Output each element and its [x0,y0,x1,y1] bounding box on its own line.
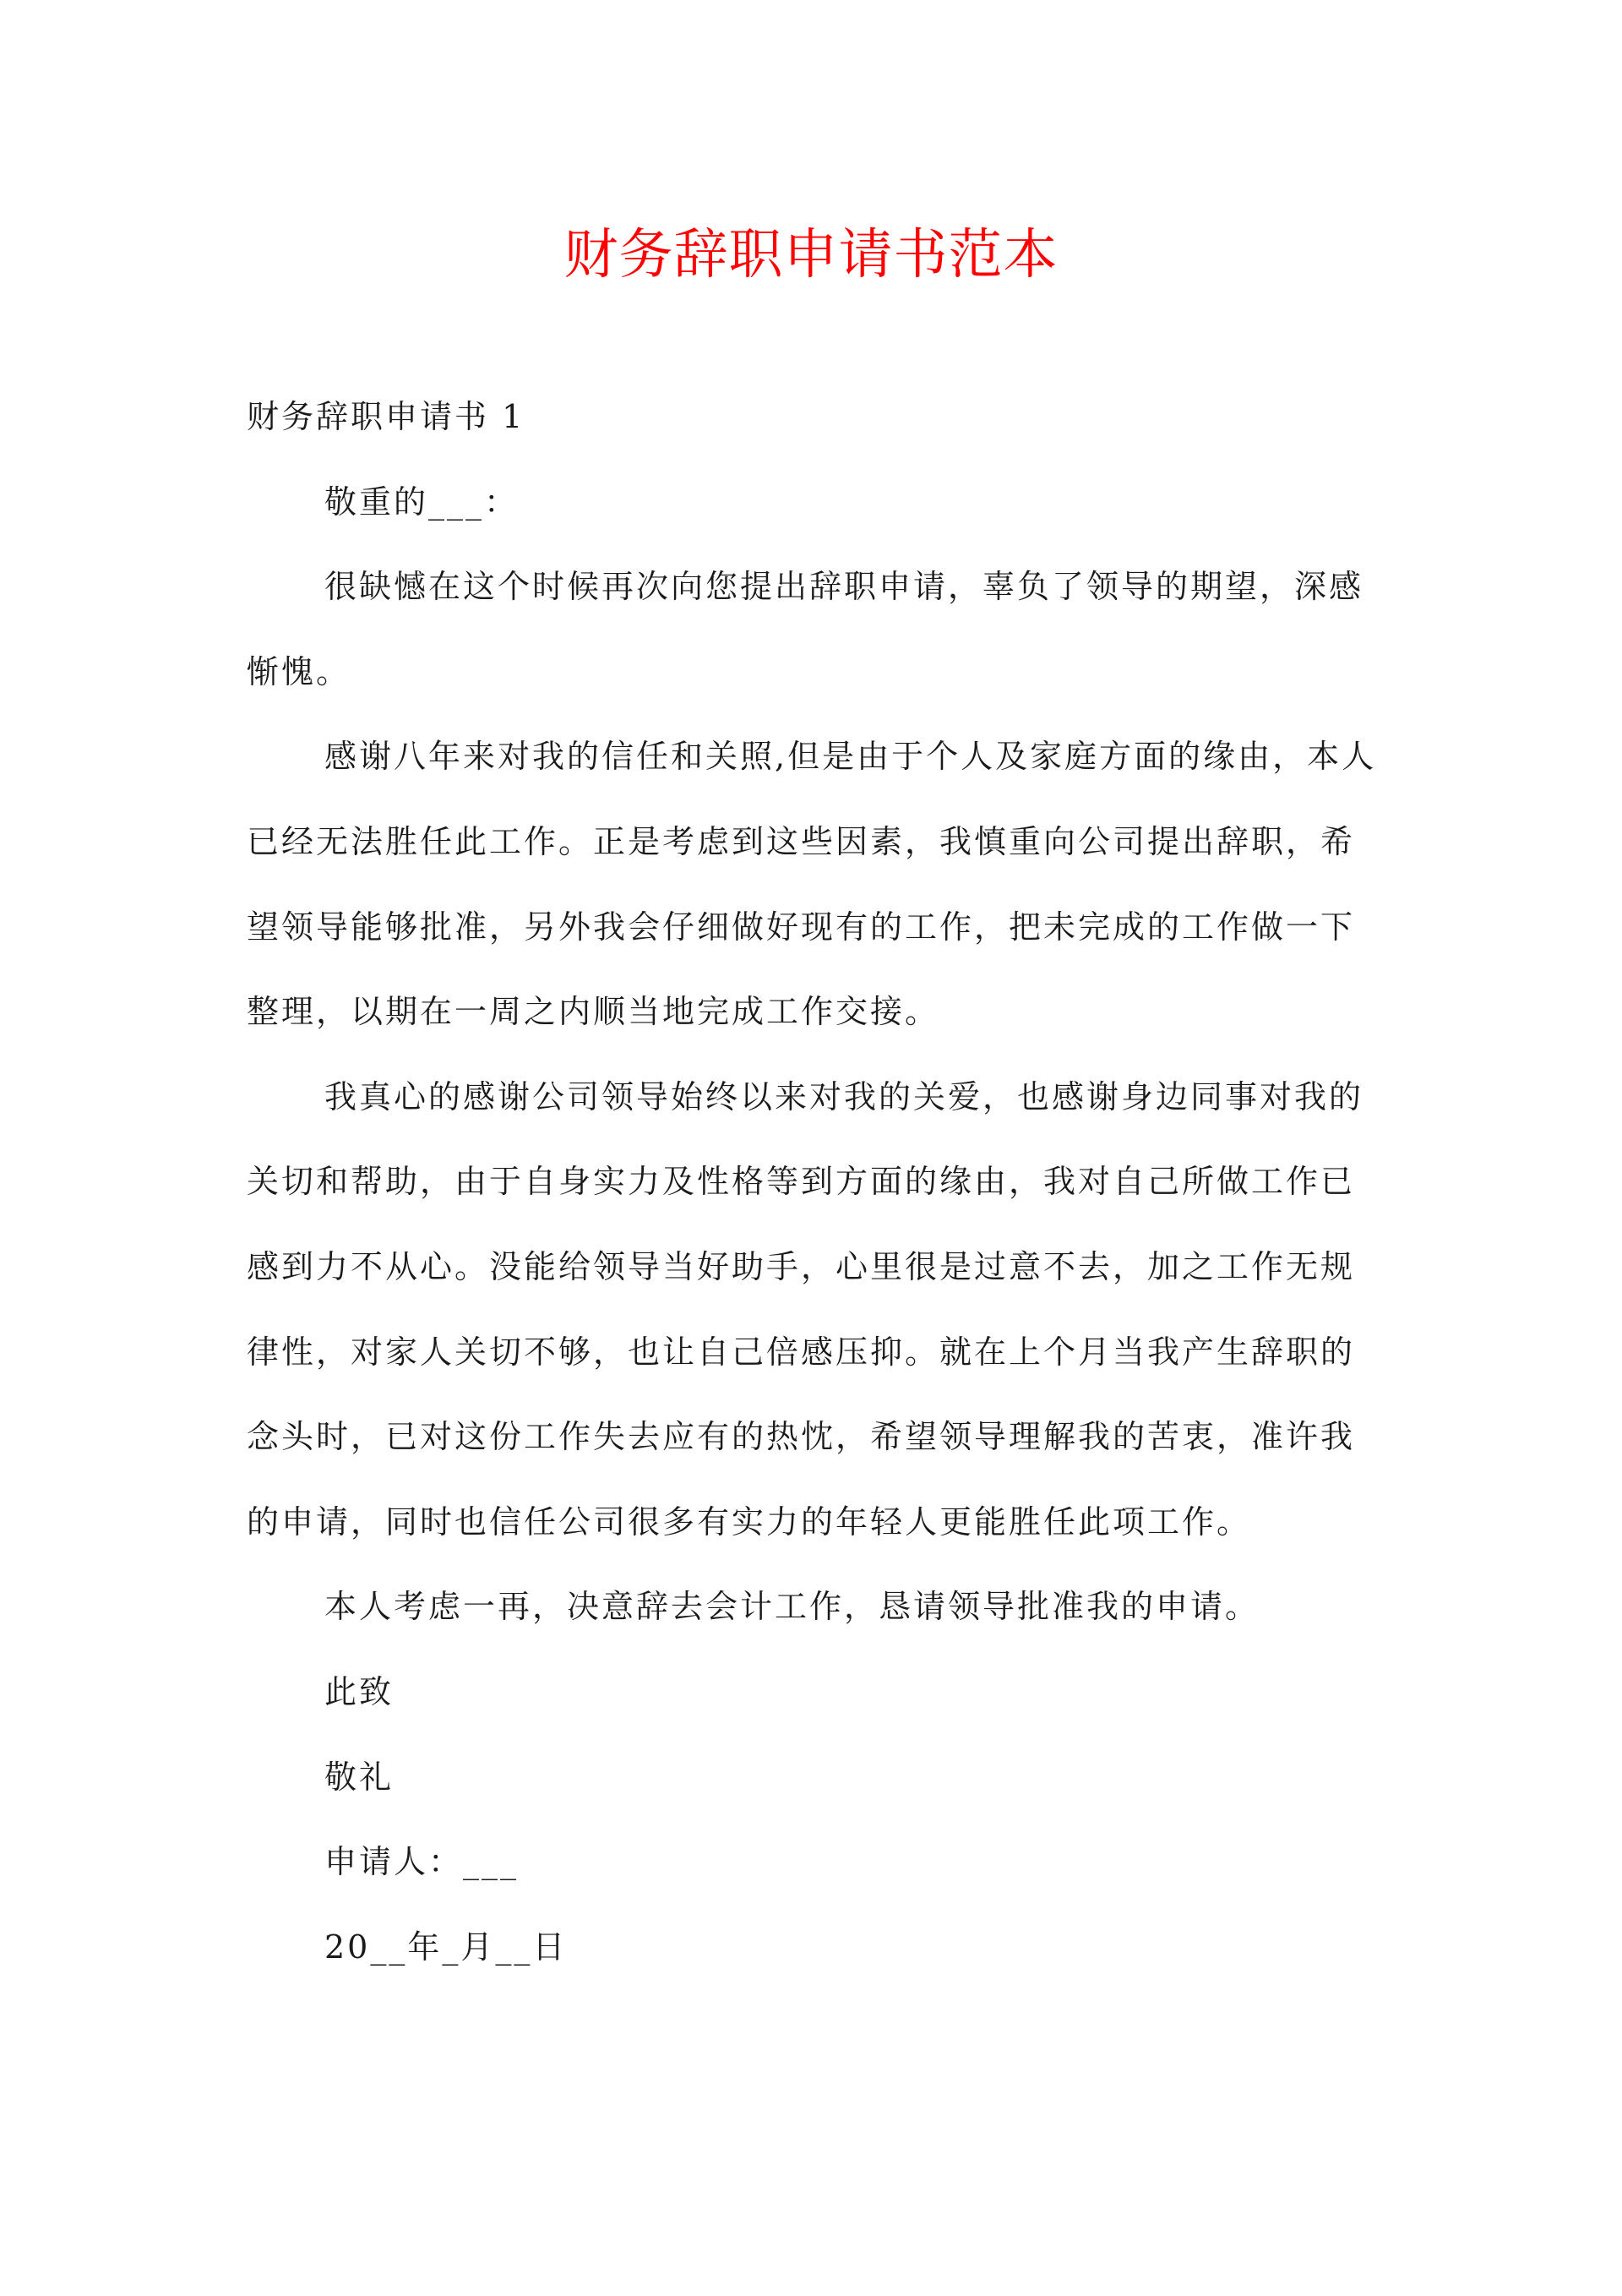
paragraph-4: 本人考虑一再，决意辞去会计工作，恳请领导批准我的申请。 [324,1588,1260,1626]
paragraph-2: 感谢八年来对我的信任和关照,但是由于个人及家庭方面的缘由，本人已经无法胜任此工作。正是考虑到这些因素，我慎重向公司提出辞职，希望领导能够批准，另外我会仔细做好现有的工作，把未完成的工作做一下整理，以期在一周之内顺当地完成工作交接。 [247,738,1377,1031]
date-line: 20__年_月__日 [324,1928,568,1966]
document-title: 财务辞职申请书范本 [563,224,1059,286]
closing-cizhi: 此致 [324,1672,395,1710]
paragraph-1: 很缺憾在这个时候再次向您提出辞职申请，辜负了领导的期望，深感惭愧。 [247,568,1364,690]
closing-jingli: 敬礼 [324,1758,395,1796]
section-heading: 财务辞职申请书 1 [247,398,525,435]
document-body [247,374,1379,1989]
salutation: 敬重的___： [324,483,520,521]
applicant-line: 申请人：___ [324,1843,520,1881]
paragraph-3: 我真心的感谢公司领导始终以来对我的关爱，也感谢身边同事对我的关切和帮助，由于自身实力及性格等到方面的缘由，我对自己所做工作已感到力不从心。没能给领导当好助手，心里很是过意不去，加之工作无规律性，对家人关切不够，也让自己倍感压抑。就在上个月当我产生辞职的念头时，已对这份工作失去应有的热忱，希望领导理解我的苦衷，准许我的申请，同时也信任公司很多有实力的年轻人更能胜任此项工作。 [247,1077,1364,1541]
